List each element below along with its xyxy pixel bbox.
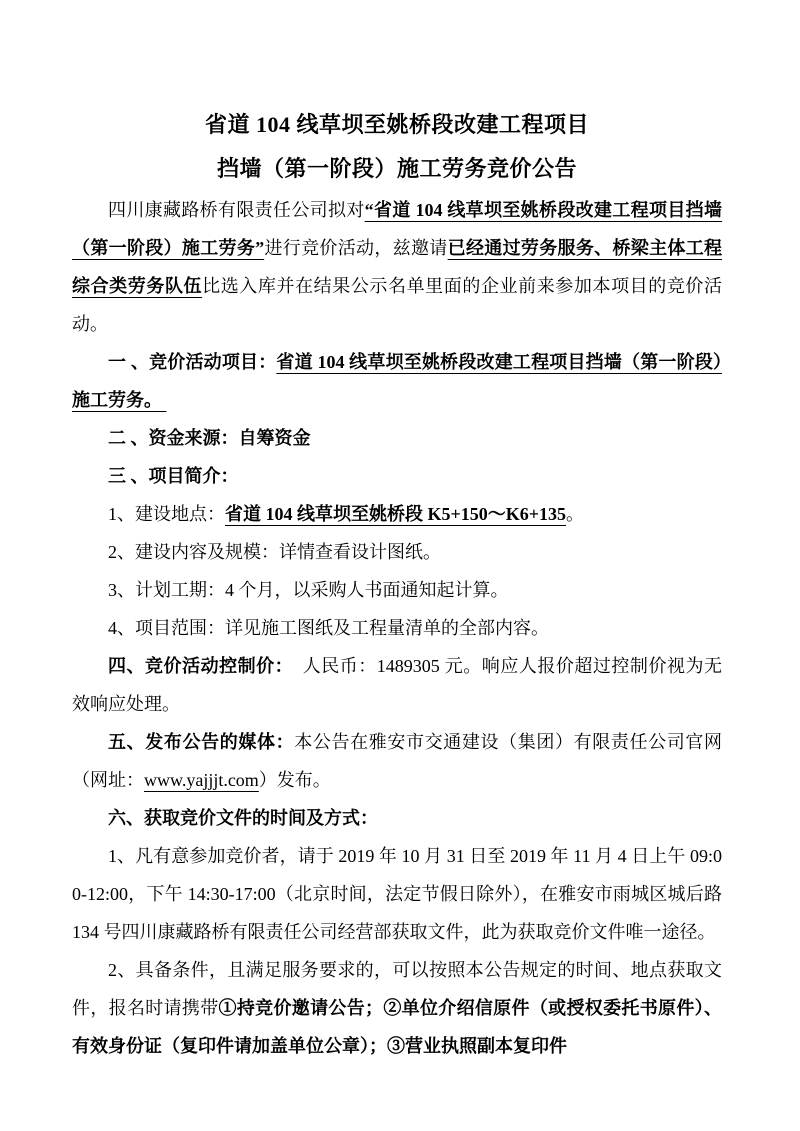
text-run: 二 、资金来源：自筹资金 — [108, 428, 311, 448]
text-run: 。 — [566, 504, 585, 524]
text-run: 省道 104 线草坝至姚桥段 K5+150～K6+135 — [225, 504, 567, 524]
text-run: 人民币：1489305 元。响应人报价超过控制价视为无效响应处理。 — [72, 656, 723, 714]
text-run: 五、发布公告的媒体： — [108, 732, 295, 752]
text-run: 本公告在雅安市交通建设（集团）有限责任公司官网（网址： — [72, 732, 722, 790]
section-6-obtain-documents — [72, 799, 722, 837]
text-run: 4、项目范围：详见施工图纸及工程量清单的全部内容。 — [108, 618, 549, 638]
item-3-2-content-scale — [72, 533, 722, 571]
text-run: 比选入库并在结果公示名单里面的企业前来参加本项目的竞价活动。 — [72, 276, 723, 334]
text-run: 四川康藏路桥有限责任公司拟对 — [108, 200, 365, 220]
text-run: 已经通过劳务服务、桥梁主体工程综合类劳务队伍 — [72, 238, 723, 296]
text-run: 3、计划工期：4 个月，以采购人书面通知起计算。 — [108, 580, 509, 600]
item-3-1-location — [72, 495, 722, 533]
text-run: 六、获取竞价文件的时间及方式： — [108, 808, 378, 828]
text-run: 进行竞价活动，兹邀请 — [264, 238, 448, 258]
document-title-line-2: 挡墙（第一阶段）施工劳务竞价公告 — [216, 156, 577, 181]
text-run: 一 、竞价活动项目： — [108, 352, 277, 372]
section-3-project-overview — [72, 457, 722, 495]
text-run: 省道 104 线草坝至姚桥段改建工程项目挡墙（第一阶段）施工劳务。 — [72, 352, 723, 410]
item-3-3-schedule — [72, 571, 722, 609]
item-3-4-scope — [72, 609, 722, 647]
text-run: 1、建设地点： — [108, 504, 225, 524]
text-run: “省道 104 线草坝至姚桥段改建工程项目挡墙（第一阶段）施工劳务” — [72, 200, 723, 258]
section-5-announcement-media — [72, 723, 722, 799]
document-title-line-1: 省道 104 线草坝至姚桥段改建工程项目 — [204, 112, 589, 137]
item-6-2-registration-requirements — [72, 951, 722, 1065]
text-run: 2、建设内容及规模：详情查看设计图纸。 — [108, 542, 441, 562]
section-2-funding-source — [72, 419, 722, 457]
website-url: www.yajjjt.com — [144, 770, 259, 790]
section-4-control-price — [72, 647, 722, 723]
document-body — [72, 191, 722, 1065]
text-run: ①持竞价邀请公告；②单位介绍信原件（或授权委托书原件）、有效身份证（复印件请加盖单位公章）；③营业执照副本复印件 — [72, 998, 722, 1056]
intro-paragraph — [72, 191, 722, 343]
text-run: 三 、项目简介： — [108, 466, 239, 486]
item-6-1-time-place — [72, 837, 722, 951]
text-run: 四、竞价活动控制价： — [108, 656, 285, 676]
text-run: 2、具备条件，且满足服务要求的，可以按照本公告规定的时间、地点获取文件，报名时请携带 — [72, 960, 722, 1018]
section-1-bidding-project — [72, 343, 722, 419]
text-run: 1、凡有意参加竞价者，请于 2019 年 10 月 31 日至 2019 年 11 月 4 日上午 09:00-12:00，下午 14:30-17:00（北京时间，法定节假日除外），在雅安市雨城区城后路 134 号四川康藏路桥有限责任公司经营部获取文件，此为获取竞价文件唯一途径。 — [72, 846, 722, 942]
text-run: ）发布。 — [258, 770, 331, 790]
